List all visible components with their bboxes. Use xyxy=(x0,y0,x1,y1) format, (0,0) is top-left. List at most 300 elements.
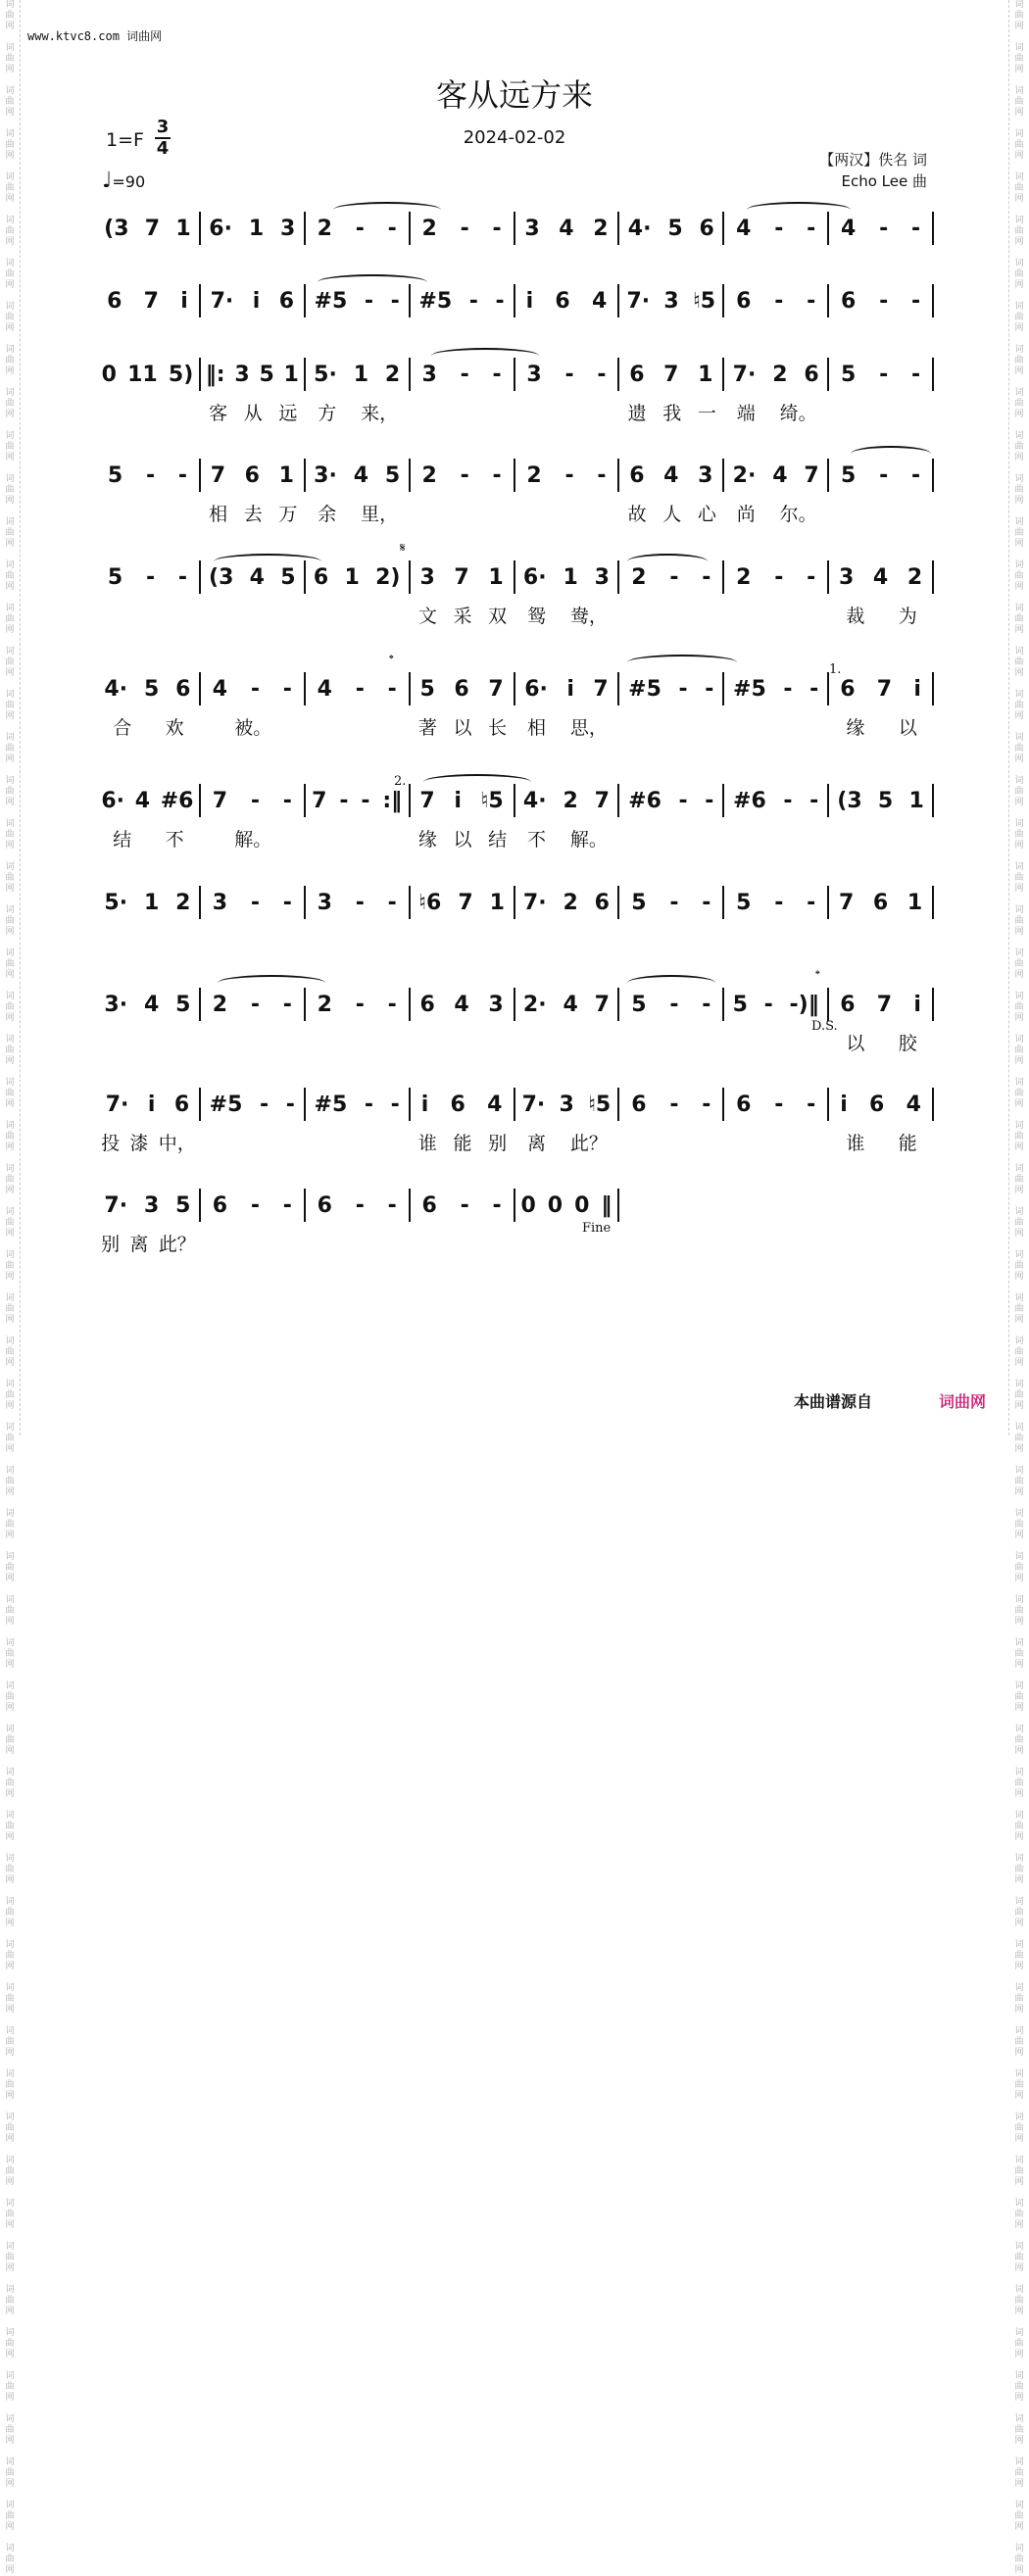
note: 4· xyxy=(627,216,652,241)
note: - xyxy=(282,676,292,702)
note: - xyxy=(495,288,505,314)
note: - xyxy=(492,362,502,387)
note: - xyxy=(807,288,816,314)
note: 1 xyxy=(908,788,924,813)
note: 1 xyxy=(698,362,713,387)
note: - xyxy=(669,1092,679,1117)
note: - xyxy=(705,788,714,813)
footer-site-link[interactable]: 词曲网 xyxy=(939,1392,987,1411)
note: 3 xyxy=(559,1092,574,1117)
note: 1 xyxy=(353,362,369,387)
measure xyxy=(201,891,304,915)
lyric-segment xyxy=(515,825,620,849)
measure xyxy=(411,789,514,813)
note: 5 xyxy=(175,992,191,1017)
lyric-segment xyxy=(201,399,306,422)
note: - xyxy=(285,1092,295,1117)
measure xyxy=(96,1193,199,1218)
note: 2 xyxy=(421,216,437,241)
note: (3 xyxy=(837,788,862,813)
note: 6· xyxy=(101,788,125,813)
note: 2 xyxy=(593,216,609,241)
note: 7· xyxy=(522,890,547,915)
note: 6 xyxy=(872,890,889,915)
note: 4 xyxy=(454,992,469,1017)
note: 6 xyxy=(173,1092,190,1117)
measure xyxy=(411,1193,514,1218)
lyric-char: 谁 xyxy=(846,1133,865,1154)
note: - xyxy=(705,676,714,702)
note: 2 xyxy=(317,992,332,1017)
note: 7· xyxy=(732,362,757,387)
lyric-char: 欢 xyxy=(165,717,184,739)
note: 11 xyxy=(127,362,158,387)
note: 6 xyxy=(736,288,752,314)
measure xyxy=(411,217,514,241)
lyric-segment xyxy=(96,825,201,849)
slur-line xyxy=(318,274,427,290)
score-row xyxy=(96,284,934,317)
note: 7 xyxy=(876,992,893,1017)
note: 7 xyxy=(488,676,504,702)
lyric-segment xyxy=(724,713,829,737)
note: 6· xyxy=(209,216,232,241)
note: 7· xyxy=(521,1092,546,1117)
note: - xyxy=(807,890,816,915)
note: 6 xyxy=(629,362,645,387)
note: i xyxy=(454,788,462,813)
measure xyxy=(619,363,722,387)
lyric-char: 为 xyxy=(898,606,917,627)
note: i xyxy=(913,676,921,702)
note: 7 xyxy=(312,788,327,813)
lyric-char: 采 xyxy=(453,606,472,627)
note: - xyxy=(763,992,773,1017)
note: - xyxy=(250,1192,260,1218)
measure xyxy=(96,289,199,314)
footer-source-label: 本曲谱源自 xyxy=(794,1392,873,1411)
note: 3 xyxy=(663,288,679,314)
lyric-char: 去 xyxy=(243,504,263,525)
note: 4 xyxy=(143,992,160,1017)
note: 3 xyxy=(594,564,610,590)
note: (3 xyxy=(104,216,129,241)
lyric-segment xyxy=(619,1129,724,1152)
tempo-value: =90 xyxy=(112,172,146,191)
note: 6 xyxy=(840,676,856,702)
barline xyxy=(932,358,934,391)
note: - xyxy=(250,676,260,702)
note: 4 xyxy=(772,462,788,488)
note: 5 xyxy=(732,992,748,1017)
barline xyxy=(932,560,934,594)
note: - xyxy=(355,890,365,915)
note: 3 xyxy=(488,992,504,1017)
note: - xyxy=(460,362,469,387)
note: - xyxy=(355,992,365,1017)
note: ‖ xyxy=(601,1192,612,1218)
note: 6 xyxy=(450,1092,466,1117)
note: 2 xyxy=(212,992,228,1017)
note: 5· xyxy=(104,890,128,915)
note: 1 xyxy=(488,564,504,590)
measure xyxy=(411,363,514,387)
lyric-segment xyxy=(724,825,829,849)
note: 6 xyxy=(629,462,645,488)
lyric-char: 来， xyxy=(361,403,399,424)
lyric-char: 鸯， xyxy=(569,606,608,627)
note: 3 xyxy=(234,362,250,387)
lyric-segment xyxy=(411,1129,515,1152)
note: 7 xyxy=(594,788,610,813)
note: #6 xyxy=(733,788,766,813)
measure xyxy=(619,463,722,488)
note: 6 xyxy=(419,992,435,1017)
measure xyxy=(411,677,514,702)
slur-line xyxy=(214,554,321,569)
coda-mark-2: 𝄌 xyxy=(815,968,820,983)
lyric-segment xyxy=(619,602,724,625)
note: 4 xyxy=(134,788,151,813)
measure xyxy=(201,677,304,702)
note: - xyxy=(260,1092,270,1117)
note: - xyxy=(774,890,784,915)
measure xyxy=(201,789,304,813)
note: - xyxy=(361,788,370,813)
lyric-char: 思， xyxy=(569,717,608,739)
measure xyxy=(724,289,827,314)
lyric-segment xyxy=(201,825,306,849)
lyric-segment xyxy=(619,500,724,523)
note: - xyxy=(910,288,921,314)
lyric-segment xyxy=(724,602,829,625)
lyrics-row xyxy=(96,500,934,523)
note: 5 xyxy=(841,362,857,387)
lyric-segment xyxy=(829,500,934,523)
lyric-char: 以 xyxy=(846,1033,865,1054)
lyric-char: 人 xyxy=(662,504,682,525)
note: 6· xyxy=(524,676,548,702)
note: ♮5 xyxy=(692,288,716,314)
lyric-char: 文 xyxy=(417,606,437,627)
note: 7 xyxy=(454,564,469,590)
lyric-char: 被。 xyxy=(234,717,272,739)
lyric-char: 不 xyxy=(526,829,546,851)
measure xyxy=(515,1193,618,1218)
volta-two: 2. xyxy=(394,774,407,789)
lyrics-row xyxy=(96,399,934,422)
note: 6 xyxy=(313,564,329,590)
note: - xyxy=(910,216,921,241)
lyricist-credit: 【两汉】佚名 词 xyxy=(819,151,927,169)
note: - xyxy=(250,890,260,915)
coda-mark: 𝄌 xyxy=(389,653,394,667)
note: 1 xyxy=(906,890,923,915)
site-url[interactable]: www.ktvc8.com 词曲网 xyxy=(27,29,163,43)
note: - xyxy=(492,1192,502,1218)
barline xyxy=(932,886,934,919)
lyric-char: 胶 xyxy=(898,1033,917,1054)
note: 3· xyxy=(104,992,128,1017)
note: 2 xyxy=(631,564,647,590)
note: 7 xyxy=(144,216,161,241)
lyric-segment xyxy=(201,1029,306,1052)
note: - xyxy=(774,288,784,314)
note: 0 xyxy=(520,1192,536,1218)
measure xyxy=(829,463,932,488)
note: i xyxy=(840,1092,848,1117)
note: - xyxy=(387,992,397,1017)
lyric-char: 能 xyxy=(453,1133,472,1154)
quarter-note-icon: ♩ xyxy=(102,169,113,193)
measure xyxy=(724,565,827,590)
lyric-char: 能 xyxy=(898,1133,917,1154)
note: 2· xyxy=(732,462,757,488)
note: 4 xyxy=(872,564,889,590)
note: 5 xyxy=(631,992,647,1017)
note: 1 xyxy=(563,564,578,590)
note: 7 xyxy=(419,788,435,813)
note: 6 xyxy=(278,288,294,314)
lyric-segment xyxy=(515,602,620,625)
lyric-segment xyxy=(96,602,201,625)
note: 4 xyxy=(317,676,332,702)
note: - xyxy=(783,676,793,702)
note: 0 xyxy=(574,1192,590,1218)
note: 6 xyxy=(212,1192,228,1218)
lyrics-row xyxy=(96,1129,934,1152)
note: 7 xyxy=(210,462,225,488)
lyric-segment xyxy=(829,399,934,422)
lyric-char: 相 xyxy=(526,717,546,739)
note: - xyxy=(807,1092,816,1117)
measure xyxy=(306,993,409,1017)
measure xyxy=(306,463,409,488)
lyric-segment xyxy=(201,1129,306,1152)
note: - xyxy=(669,564,679,590)
measure xyxy=(515,363,618,387)
note: 6 xyxy=(317,1192,332,1218)
note: - xyxy=(774,564,784,590)
note: 7 xyxy=(458,890,473,915)
time-signature xyxy=(155,118,171,159)
note: 7 xyxy=(594,992,610,1017)
lyric-char: 离 xyxy=(526,1133,546,1154)
note: 3 xyxy=(212,890,228,915)
note: - xyxy=(282,890,292,915)
note: 6 xyxy=(244,462,260,488)
note: 4 xyxy=(559,216,574,241)
lyrics-row xyxy=(96,825,934,849)
note: 7· xyxy=(104,1192,128,1218)
note: i xyxy=(180,288,188,314)
measure xyxy=(96,565,199,590)
note: #5 xyxy=(314,288,348,314)
note: 4 xyxy=(663,462,679,488)
note: 0 xyxy=(101,362,117,387)
lyric-char: 尔。 xyxy=(779,504,817,525)
note: ♮5 xyxy=(480,788,504,813)
note: 3 xyxy=(317,890,332,915)
measure xyxy=(306,217,409,241)
slur-line xyxy=(851,446,931,462)
measure xyxy=(619,789,722,813)
measure xyxy=(829,789,932,813)
note: - xyxy=(282,1192,292,1218)
slur-line xyxy=(423,774,531,790)
measure xyxy=(829,363,932,387)
lyric-segment xyxy=(515,399,620,422)
lyric-segment xyxy=(96,399,201,422)
lyric-segment xyxy=(201,602,306,625)
note: - xyxy=(468,288,478,314)
lyric-segment xyxy=(411,602,515,625)
barline xyxy=(932,1088,934,1121)
note: - xyxy=(460,1192,469,1218)
note: 2 xyxy=(175,890,191,915)
lyric-char: 心 xyxy=(697,504,716,525)
note: - xyxy=(564,362,574,387)
measure xyxy=(724,789,827,813)
note: 2) xyxy=(375,564,401,590)
lyric-char: 相 xyxy=(209,504,228,525)
note: 5 xyxy=(841,462,857,488)
measure xyxy=(201,1193,304,1218)
lyric-char: 客 xyxy=(209,403,228,424)
score-row xyxy=(96,886,934,919)
note: 7 xyxy=(663,362,679,387)
lyric-segment xyxy=(96,1029,201,1052)
measure xyxy=(306,1093,409,1117)
note: 1 xyxy=(278,462,294,488)
note: 6 xyxy=(840,992,856,1017)
note: 6 xyxy=(736,1092,752,1117)
measure xyxy=(515,463,618,488)
key-signature: 1=F xyxy=(106,129,144,151)
note: - xyxy=(879,462,889,488)
barline xyxy=(932,784,934,817)
note: -)‖ xyxy=(789,992,819,1017)
note: 3 xyxy=(698,462,713,488)
lyric-char: 端 xyxy=(736,403,756,424)
note: 7· xyxy=(626,288,651,314)
lyric-segment xyxy=(829,1129,934,1152)
note: 3 xyxy=(838,564,855,590)
measure xyxy=(515,565,618,590)
lyric-segment xyxy=(201,1230,306,1253)
note: 6 xyxy=(107,288,122,314)
measure xyxy=(724,677,827,702)
measure xyxy=(724,363,827,387)
note: - xyxy=(339,788,349,813)
note: 3 xyxy=(419,564,435,590)
measure xyxy=(515,677,618,702)
note: - xyxy=(702,564,711,590)
measure xyxy=(829,289,932,314)
lyric-segment xyxy=(515,713,620,737)
lyric-char: 以 xyxy=(898,717,917,739)
lyric-segment xyxy=(411,1029,515,1052)
measure xyxy=(619,993,722,1017)
score-row xyxy=(96,672,934,705)
note: - xyxy=(669,890,679,915)
note: - xyxy=(390,288,400,314)
measure xyxy=(96,363,199,387)
barline xyxy=(617,1189,619,1222)
measure xyxy=(829,565,932,590)
lyric-char: 漆 xyxy=(129,1133,149,1154)
lyric-segment xyxy=(829,825,934,849)
note: 5 xyxy=(107,564,123,590)
measure xyxy=(411,565,514,590)
note: 4 xyxy=(487,1092,503,1117)
lyric-segment xyxy=(411,825,515,849)
note: - xyxy=(460,216,469,241)
note: 5 xyxy=(384,462,401,488)
note: 7· xyxy=(105,1092,129,1117)
lyric-char: 不 xyxy=(165,829,184,851)
measure xyxy=(829,217,932,241)
song-title: 客从远方来 xyxy=(435,76,593,114)
lyric-char: 别 xyxy=(101,1234,121,1255)
note: ♮6 xyxy=(418,890,442,915)
note: - xyxy=(702,992,711,1017)
lyric-char: 解。 xyxy=(569,829,608,851)
note: 1 xyxy=(143,890,160,915)
note: 7 xyxy=(876,676,893,702)
time-bottom: 4 xyxy=(156,138,170,159)
slur-line xyxy=(627,554,708,569)
measure xyxy=(619,289,722,314)
measure xyxy=(515,217,618,241)
lyric-char: 双 xyxy=(488,606,508,627)
note: 5 xyxy=(107,462,123,488)
lyric-char: 远 xyxy=(278,403,298,424)
lyric-segment xyxy=(829,1029,934,1052)
barline xyxy=(932,988,934,1021)
note: - xyxy=(809,676,819,702)
lyric-char: 投 xyxy=(101,1133,121,1154)
note: 1 xyxy=(175,216,191,241)
lyric-char: 以 xyxy=(453,717,472,739)
note: i xyxy=(566,676,574,702)
lyric-segment xyxy=(201,713,306,737)
measure xyxy=(724,217,827,241)
barline xyxy=(932,459,934,492)
measure xyxy=(96,1093,199,1117)
lyric-segment xyxy=(724,1129,829,1152)
note: - xyxy=(678,676,688,702)
note: - xyxy=(879,288,889,314)
measure xyxy=(306,1193,409,1218)
note: 2 xyxy=(563,788,578,813)
note: - xyxy=(177,564,187,590)
segno-mark: 𝄋 xyxy=(400,541,406,556)
note: 6 xyxy=(804,362,819,387)
lyric-char: 尚 xyxy=(736,504,756,525)
note: 4 xyxy=(841,216,857,241)
note: - xyxy=(355,1192,365,1218)
note: 7 xyxy=(593,676,609,702)
measure xyxy=(619,677,722,702)
note: - xyxy=(364,288,374,314)
lyric-char: 别 xyxy=(488,1133,508,1154)
note: 2 xyxy=(906,564,923,590)
note: - xyxy=(597,462,607,488)
note: i xyxy=(420,1092,429,1117)
note: 6 xyxy=(869,1092,885,1117)
note: - xyxy=(390,1092,400,1117)
